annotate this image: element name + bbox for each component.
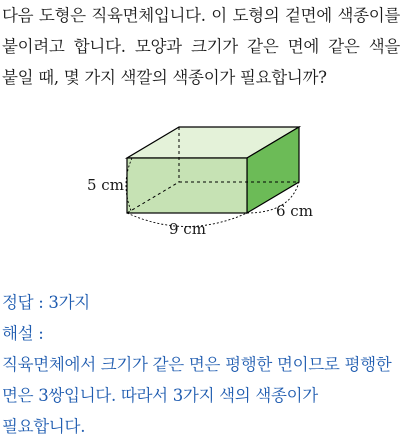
width-label: 9 cm (169, 220, 206, 238)
height-label: 5 cm (87, 176, 124, 194)
question-text: 다음 도형은 직육면체입니다. 이 도형의 겉면에 색종이를 붙이려고 합니다. 모양과 크기가 같은 면에 같은 색을 붙일 때, 몇 가지 색깔의 색종이가 필요합니까? (2, 6, 400, 87)
cuboid-figure (80, 122, 320, 242)
answer-text: 정답 : 3가지 (2, 293, 90, 312)
cuboid-diagram (80, 122, 320, 242)
answer-block (2, 287, 400, 442)
solution-text: 직육면체에서 크기가 같은 면은 평행한 면이므로 평행한 면은 3쌍입니다. 따라서 3가지 색의 색종이가 필요합니다. (2, 355, 392, 436)
solution-label: 해설 : (2, 324, 44, 343)
depth-label: 6 cm (276, 202, 313, 220)
cuboid-front-face (127, 158, 247, 213)
